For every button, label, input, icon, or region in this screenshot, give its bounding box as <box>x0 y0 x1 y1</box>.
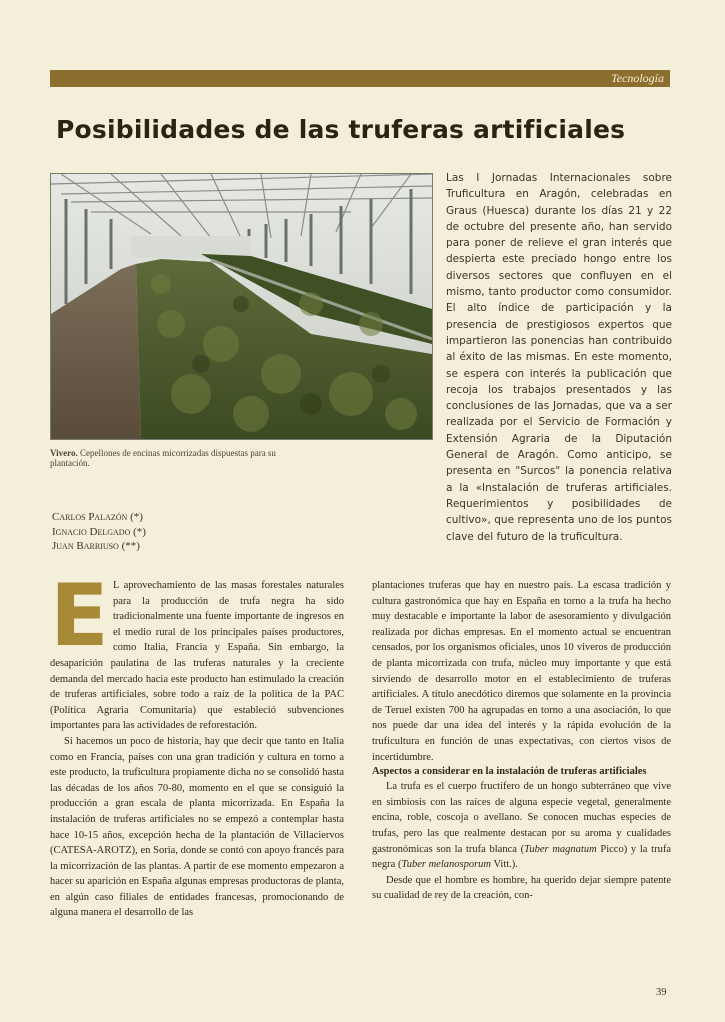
body-column-2 <box>372 578 671 904</box>
author-name: Carlos Palazón (*) <box>52 511 143 523</box>
body-paragraph: E L aprovechamiento de las masas forestales naturales para la producción de trufa negra ha sido tradicionalmente una fuente importante de ingresos en el medio rural de los principales países productores, como Italia, Francia y España. Sin embargo, la desaparición paulatina de las truferas naturales y la creciente demanda del mercado hacia este producto han estimulado la creación de truferas artificiales, sobre todo a raíz de la política de la PAC (Política Agraria Comunitaria) que estableció subvenciones importantes para las actividades de reforestación. <box>50 566 344 732</box>
article-title: Posibilidades de las truferas artificiales <box>56 115 626 144</box>
author-name: Ignacio Delgado (*) <box>52 525 146 538</box>
body-paragraph: Si hacemos un poco de historia, hay que decir que tanto en Italia como en Francia, países con una gran tradición y cultura en torno a este producto, la truficultura propiamente dicha no se consolidó hasta las décadas de los años 70-80, momento en el que se consiguió la producción a gran escala de planta micorrizada. En España la instalación de truferas artificiales no se empezó a contemplar hasta hace 10-15 años, excepción hecha de la plantación de Villaciervos (CATESA-AROTZ), en Soria, donde se contó con apoyo francés para la micorrización de las plantas. A partir de ese momento empezaron a hacer su aparición en España algunas empresas productoras de planta, en algún caso filiales de entidades francesas, promocionando de alguna manera el desarrollo de las <box>50 735 344 919</box>
body-paragraph: Desde que el hombre es hombre, ha querido dejar siempre patente su cualidad de rey de la creación, con- <box>372 874 671 902</box>
section-header-bar <box>50 70 670 87</box>
author-name: Juan Barriuso (**) <box>52 540 140 552</box>
caption-text: Cepellones de encinas micorrizadas dispuestas para su plantación. <box>50 448 276 468</box>
body-column-1 <box>50 566 344 921</box>
photo-caption <box>50 448 290 468</box>
article-intro: Las I Jornadas Internacionales sobre Truficultura en Aragón, celebradas en Graus (Huesca) durante los días 21 y 22 de octubre del presente año, han servido para poner de relieve el gran interés que despierta este preciado hongo entre los diversos sectores que confluyen en el mismo, tanto productor como consumidor. El alto índice de participación y la presencia de prestigiosos expertos que impartieron las ponencias han contribuido al éxito de las mismas. En este momento, se espera con interés la publicación que recoja los trabajos presentados y las conclusiones de las Jornadas, que va a ser realizada por el Servicio de Formación y Extensión Agraria de la Diputación General de Aragón. Como anticipo, se presenta en "Surcos" la ponencia relativa a la «Instalación de truferas artificiales. Requerimientos y posibilidades de cultivo», que representa uno de los puntos clave del futuro de la truficultura. <box>446 172 672 543</box>
section-subheading: Aspectos a considerar en la instalación de truferas artificiales <box>372 766 647 778</box>
drop-cap: E <box>50 566 109 666</box>
page-number: 39 <box>656 987 667 998</box>
greenhouse-photo <box>50 173 433 440</box>
author-list <box>52 510 292 554</box>
caption-lead: Vivero. <box>50 448 78 458</box>
section-label: Tecnología <box>611 71 664 85</box>
body-paragraph: plantaciones truferas que hay en nuestro país. La escasa tradición y cultura gastronómica que hay en España en torno a la trufa ha hecho muy destacable e importante la labor de asesoramiento y divulgación realizada por dichas empresas. En el momento actual se encuentran censados, por los organismos oficiales, unos 10 viveros de producción de planta micorrizada con trufa, núcleo muy importante y que está sirviendo de desarrollo motor en el establecimiento de truferas artificiales. A título anecdótico diremos que solamente en la provincia de Teruel existen 700 ha agrupadas en torno a una asociación, lo que nos puede dar una idea del interés y la rápida evolución de la truficultura en función de unas expectativas, con ciertos visos de incertidumbre. <box>372 580 671 763</box>
body-paragraph: La trufa es el cuerpo fructífero de un hongo subterráneo que vive en simbiosis con las raíces de alguna especie vegetal, generalmente encina, roble, coscoja o avellano. Se conocen muchas especies de trufas, pero las que realmente destacan por su aroma y cualidades gastronómicas son la trufa blanca (Tuber magnatum Picco) y la trufa negra (Tuber melanosporum Vitt.). <box>372 781 671 871</box>
